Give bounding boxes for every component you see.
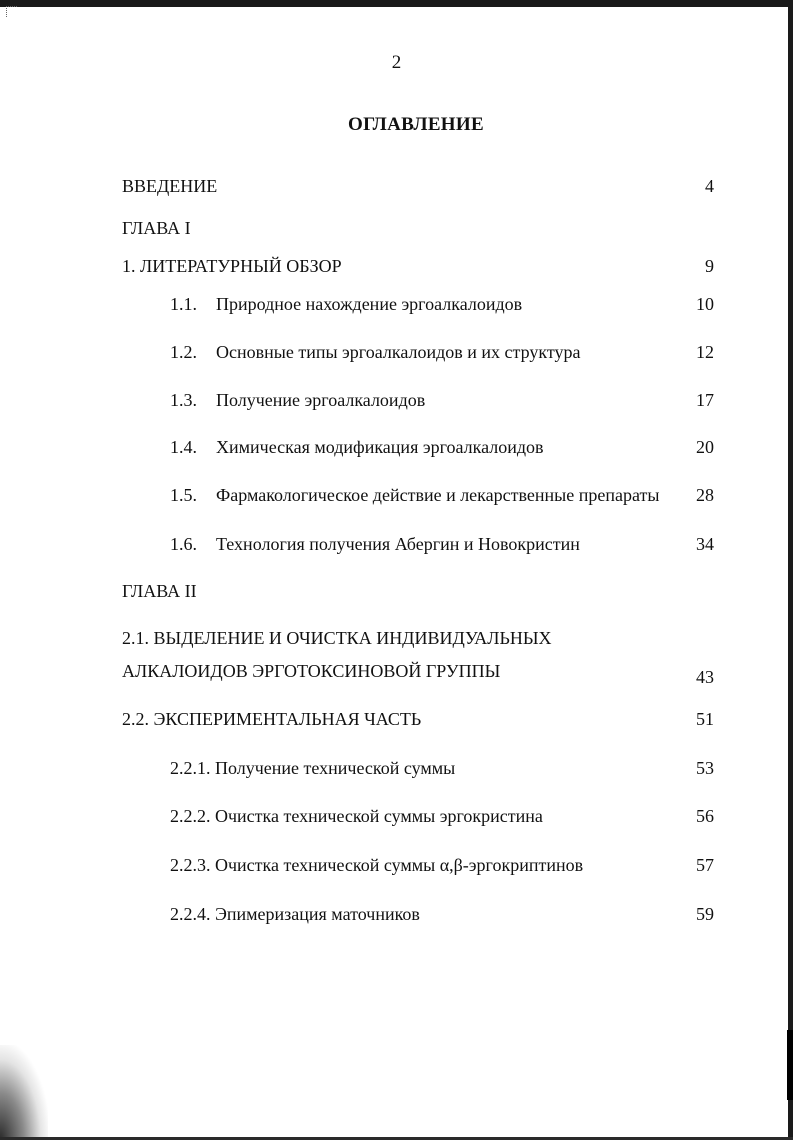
page-number: 2 xyxy=(391,52,402,73)
toc-entry-2-1-label-line2: АЛКАЛОИДОВ ЭРГОТОКСИНОВОЙ ГРУППЫ xyxy=(122,661,501,681)
toc-entry-intro-label: ВВЕДЕНИЕ xyxy=(122,176,218,196)
scan-corner-mark xyxy=(6,6,17,17)
toc-entry-1-3-page: 17 xyxy=(696,390,714,410)
toc-entry-1-5-page: 28 xyxy=(696,485,714,505)
toc-entry-2-2-2-label: 2.2.2. Очистка технической суммы эргокристина xyxy=(170,806,543,826)
toc-entry-1-3-number: 1.3. xyxy=(170,390,197,410)
toc-entry-2-2-page: 51 xyxy=(696,709,714,729)
toc-entry-1-6-label: Технология получения Абергин и Новокристин xyxy=(216,534,580,554)
page-title: ОГЛАВЛЕНИЕ xyxy=(348,114,484,135)
toc-entry-2-2-1-label: 2.2.1. Получение технической суммы xyxy=(170,758,456,778)
scan-border-top xyxy=(0,0,793,7)
toc-entry-1-6-number: 1.6. xyxy=(170,534,197,554)
toc-entry-2-2-4-label: 2.2.4. Эпимеризация маточников xyxy=(170,904,420,924)
toc-entry-2-1-label-line1: 2.1. ВЫДЕЛЕНИЕ И ОЧИСТКА ИНДИВИДУАЛЬНЫХ xyxy=(122,628,552,648)
toc-entry-1-1-label: Природное нахождение эргоалкалоидов xyxy=(216,294,523,314)
toc-entry-lit-review-page: 9 xyxy=(705,256,714,276)
toc-entry-2-2-3-page: 57 xyxy=(696,855,714,875)
toc-entry-1-4-number: 1.4. xyxy=(170,437,197,457)
toc-entry-1-1-page: 10 xyxy=(696,294,714,314)
toc-entry-1-2-page: 12 xyxy=(696,342,714,362)
toc-entry-1-2-number: 1.2. xyxy=(170,342,197,362)
toc-entry-lit-review-label: 1. ЛИТЕРАТУРНЫЙ ОБЗОР xyxy=(122,256,342,276)
toc-entry-1-2-label: Основные типы эргоалкалоидов и их структура xyxy=(216,342,581,362)
toc-entry-1-1-number: 1.1. xyxy=(170,294,197,314)
toc-chapter-1: ГЛАВА I xyxy=(122,218,191,238)
toc-entry-1-4-page: 20 xyxy=(696,437,714,457)
toc-entry-2-1-page: 43 xyxy=(696,667,714,687)
toc-entry-2-2-3-label: 2.2.3. Очистка технической суммы α,β-эргокриптинов xyxy=(170,855,584,875)
toc-entry-2-2-4-page: 59 xyxy=(696,904,714,924)
scan-smudge xyxy=(0,1045,48,1140)
scan-edge-mark xyxy=(787,1030,793,1100)
toc-chapter-2: ГЛАВА II xyxy=(122,581,197,601)
scan-border-right xyxy=(788,0,793,1140)
toc-entry-1-5-label: Фармакологическое действие и лекарственные препараты xyxy=(216,485,660,505)
toc-entry-1-5-number: 1.5. xyxy=(170,485,197,505)
toc-entry-intro-page: 4 xyxy=(705,176,714,196)
toc-entry-1-4-label: Химическая модификация эргоалкалоидов xyxy=(216,437,544,457)
toc-entry-1-3-label: Получение эргоалкалоидов xyxy=(216,390,426,410)
toc-entry-2-2-label: 2.2. ЭКСПЕРИМЕНТАЛЬНАЯ ЧАСТЬ xyxy=(122,709,422,729)
toc-entry-1-6-page: 34 xyxy=(696,534,714,554)
toc-entry-2-2-1-page: 53 xyxy=(696,758,714,778)
toc-entry-2-2-2-page: 56 xyxy=(696,806,714,826)
